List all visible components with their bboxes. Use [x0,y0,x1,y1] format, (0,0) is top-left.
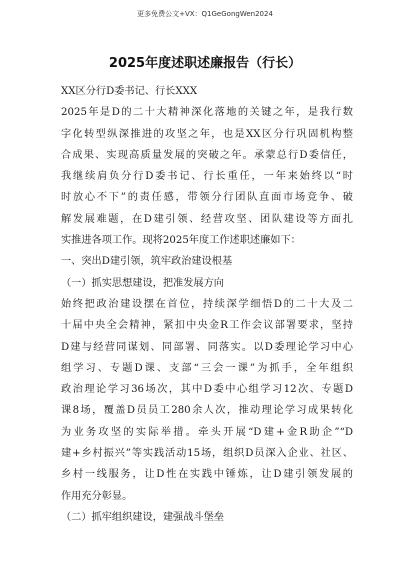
body-line: 解发展难题，在D建引领、经营攻坚、团队建设等方面扎 [61,213,353,225]
body-line: 组学习、专题D课、支部“三会一课”为抓手，全年组织 [61,362,353,374]
body-line: 乡村一线服务，让D性在实践中锤炼，让D建引领发展的 [61,469,353,481]
document-title: 2025年度述职述廉报告（行长） [108,56,302,71]
body-line: 作用充分彰显。 [61,490,133,502]
body-line: 2025年是D的二十大精神深化落地的关键之年，是我行数 [61,107,353,119]
body-line: D建与经营同谋划、同部署、同落实。以D委理论学习中心 [61,341,353,353]
body-line: XX区分行D委书记、行长XXX [61,86,198,97]
document-body [61,81,353,528]
body-line: 政治理论学习36场次，其中D委中心组学习12次、专题D [61,384,353,396]
body-line: 时放心不下”的责任感，带领分行团队直面市场竞争、破 [61,192,353,204]
header-note: 更多免费公文+VX：Q1GeGongWen2024 [137,10,273,18]
body-line: 建+乡村振兴”等实践活动15场，组织D员深入企业、社区、 [61,448,353,460]
body-line: （二）抓牢组织建设，建强战斗堡垒 [61,511,224,523]
body-line: （一）抓实思想建设，把准发展方向 [61,277,224,289]
body-line: 字化转型纵深推进的攻坚之年，也是XX区分行巩固机构整 [61,128,353,140]
body-line: 为业务攻坚的实际举措。牵头开展“D建+金R助企”“D [61,426,353,438]
body-line: 始终把政治建设摆在首位，持续深学细悟D的二十大及二 [61,298,353,310]
body-line: 课8场，覆盖D员员工280余人次，推动理论学习成果转化 [61,405,353,417]
body-line: 十届中央全会精神，紧扣中央金R工作会议部署要求，坚持 [61,320,353,332]
body-line: 合成果、实现高质量发展的突破之年。承蒙总行D委信任， [61,149,353,161]
body-line: 实推进各项工作。现将2025年度工作述职述廉如下： [61,235,301,247]
body-line: 一、突出D建引领，筑牢政治建设根基 [61,256,233,268]
body-line: 我继续肩负分行D委书记、行长重任，一年来始终以“时 [61,171,353,183]
